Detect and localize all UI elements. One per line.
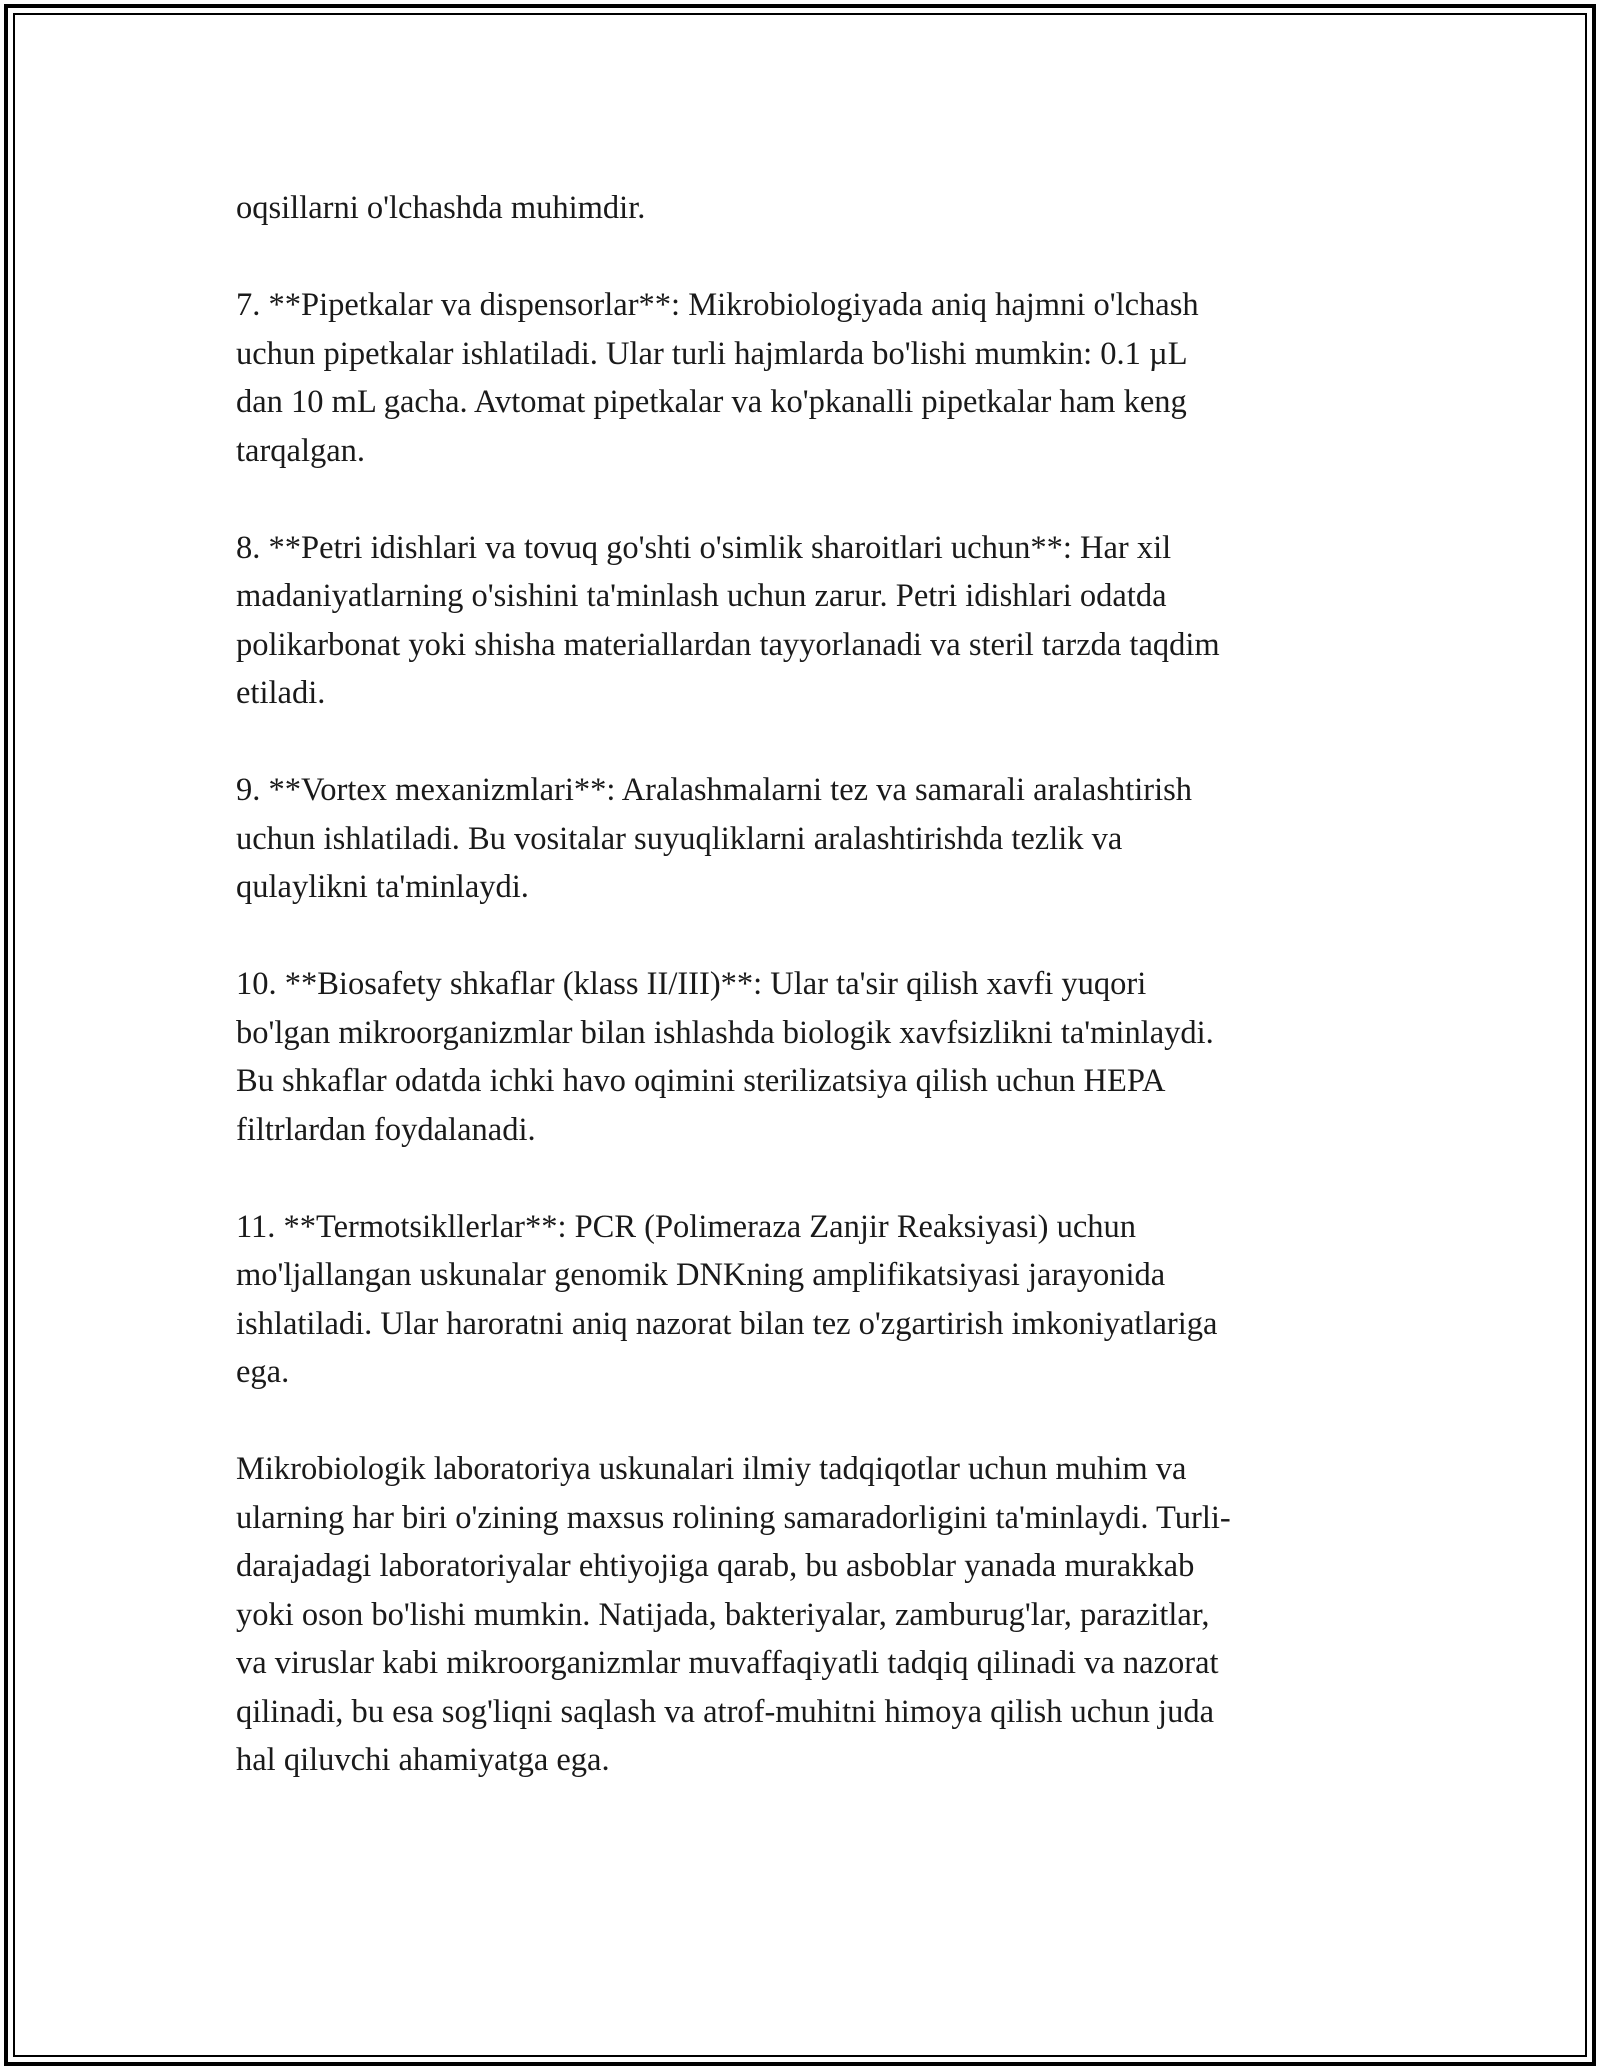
list-item-pipettes: 7. **Pipetkalar va dispensorlar**: Mikrobiologiyada aniq hajmni o'lchash uchun pipetkalar ishlatiladi. Ular turli hajmlarda bo'lishi mumkin: 0.1 µL dan 10 mL gacha. Avtomat pipetkalar va ko'pkanalli pipetkalar ham keng tarqalgan.: [236, 287, 1199, 469]
conclusion-paragraph: Mikrobiologik laboratoriya uskunalari ilmiy tadqiqotlar uchun muhim va ularning har biri o'zining maxsus rolining samaradorligini ta'minlaydi. Turli- darajadagi laboratoriyalar ehtiyojiga qarab, bu asboblar yanada murakkab yoki oson bo'lishi mumkin. Natijada, bakteriyalar, zamburug'lar, parazitlar, va viruslar kabi mikroorganizmlar muvaffaqiyatli tadqiq qilinadi va nazorat qilinadi, bu esa sog'liqni saqlash va atrof-muhitni himoya qilish uchun juda hal qiluvchi ahamiyatga ega.: [236, 1451, 1231, 1778]
list-item-vortex: 9. **Vortex mexanizmlari**: Aralashmalarni tez va samarali aralashtirish uchun ishlatiladi. Bu vositalar suyuqliklarni aralashtirishda tezlik va qulaylikni ta'minlaydi.: [236, 772, 1193, 905]
list-item-biosafety-cabinets: 10. **Biosafety shkaflar (klass II/III)**: Ular ta'sir qilish xavfi yuqori bo'lgan mikroorganizmlar bilan ishlashda biologik xavfsizlikni ta'minlaydi. Bu shkaflar odatda ichki havo oqimini sterilizatsiya qilish uchun HEPA filtrlardan foydalanadi.: [236, 966, 1214, 1148]
list-item-thermocyclers: 11. **Termotsikllerlar**: PCR (Polimeraza Zanjir Reaksiyasi) uchun mo'ljallangan uskunalar genomik DNKning amplifikatsiyasi jarayonida ishlatiladi. Ular haroratni aniq nazorat bilan tez o'zgartirish imkoniyatlariga ega.: [236, 1208, 1218, 1390]
document-body: [236, 184, 1376, 1785]
list-item-petri-dishes: 8. **Petri idishlari va tovuq go'shti o'simlik sharoitlari uchun**: Har xil madaniyatlarning o'sishini ta'minlash uchun zarur. Petri idishlari odatda polikarbonat yoki shisha materiallardan tayyorlanadi va steril tarzda taqdim etiladi.: [236, 529, 1220, 711]
paragraph-continuation: oqsillarni o'lchashda muhimdir.: [236, 190, 646, 226]
